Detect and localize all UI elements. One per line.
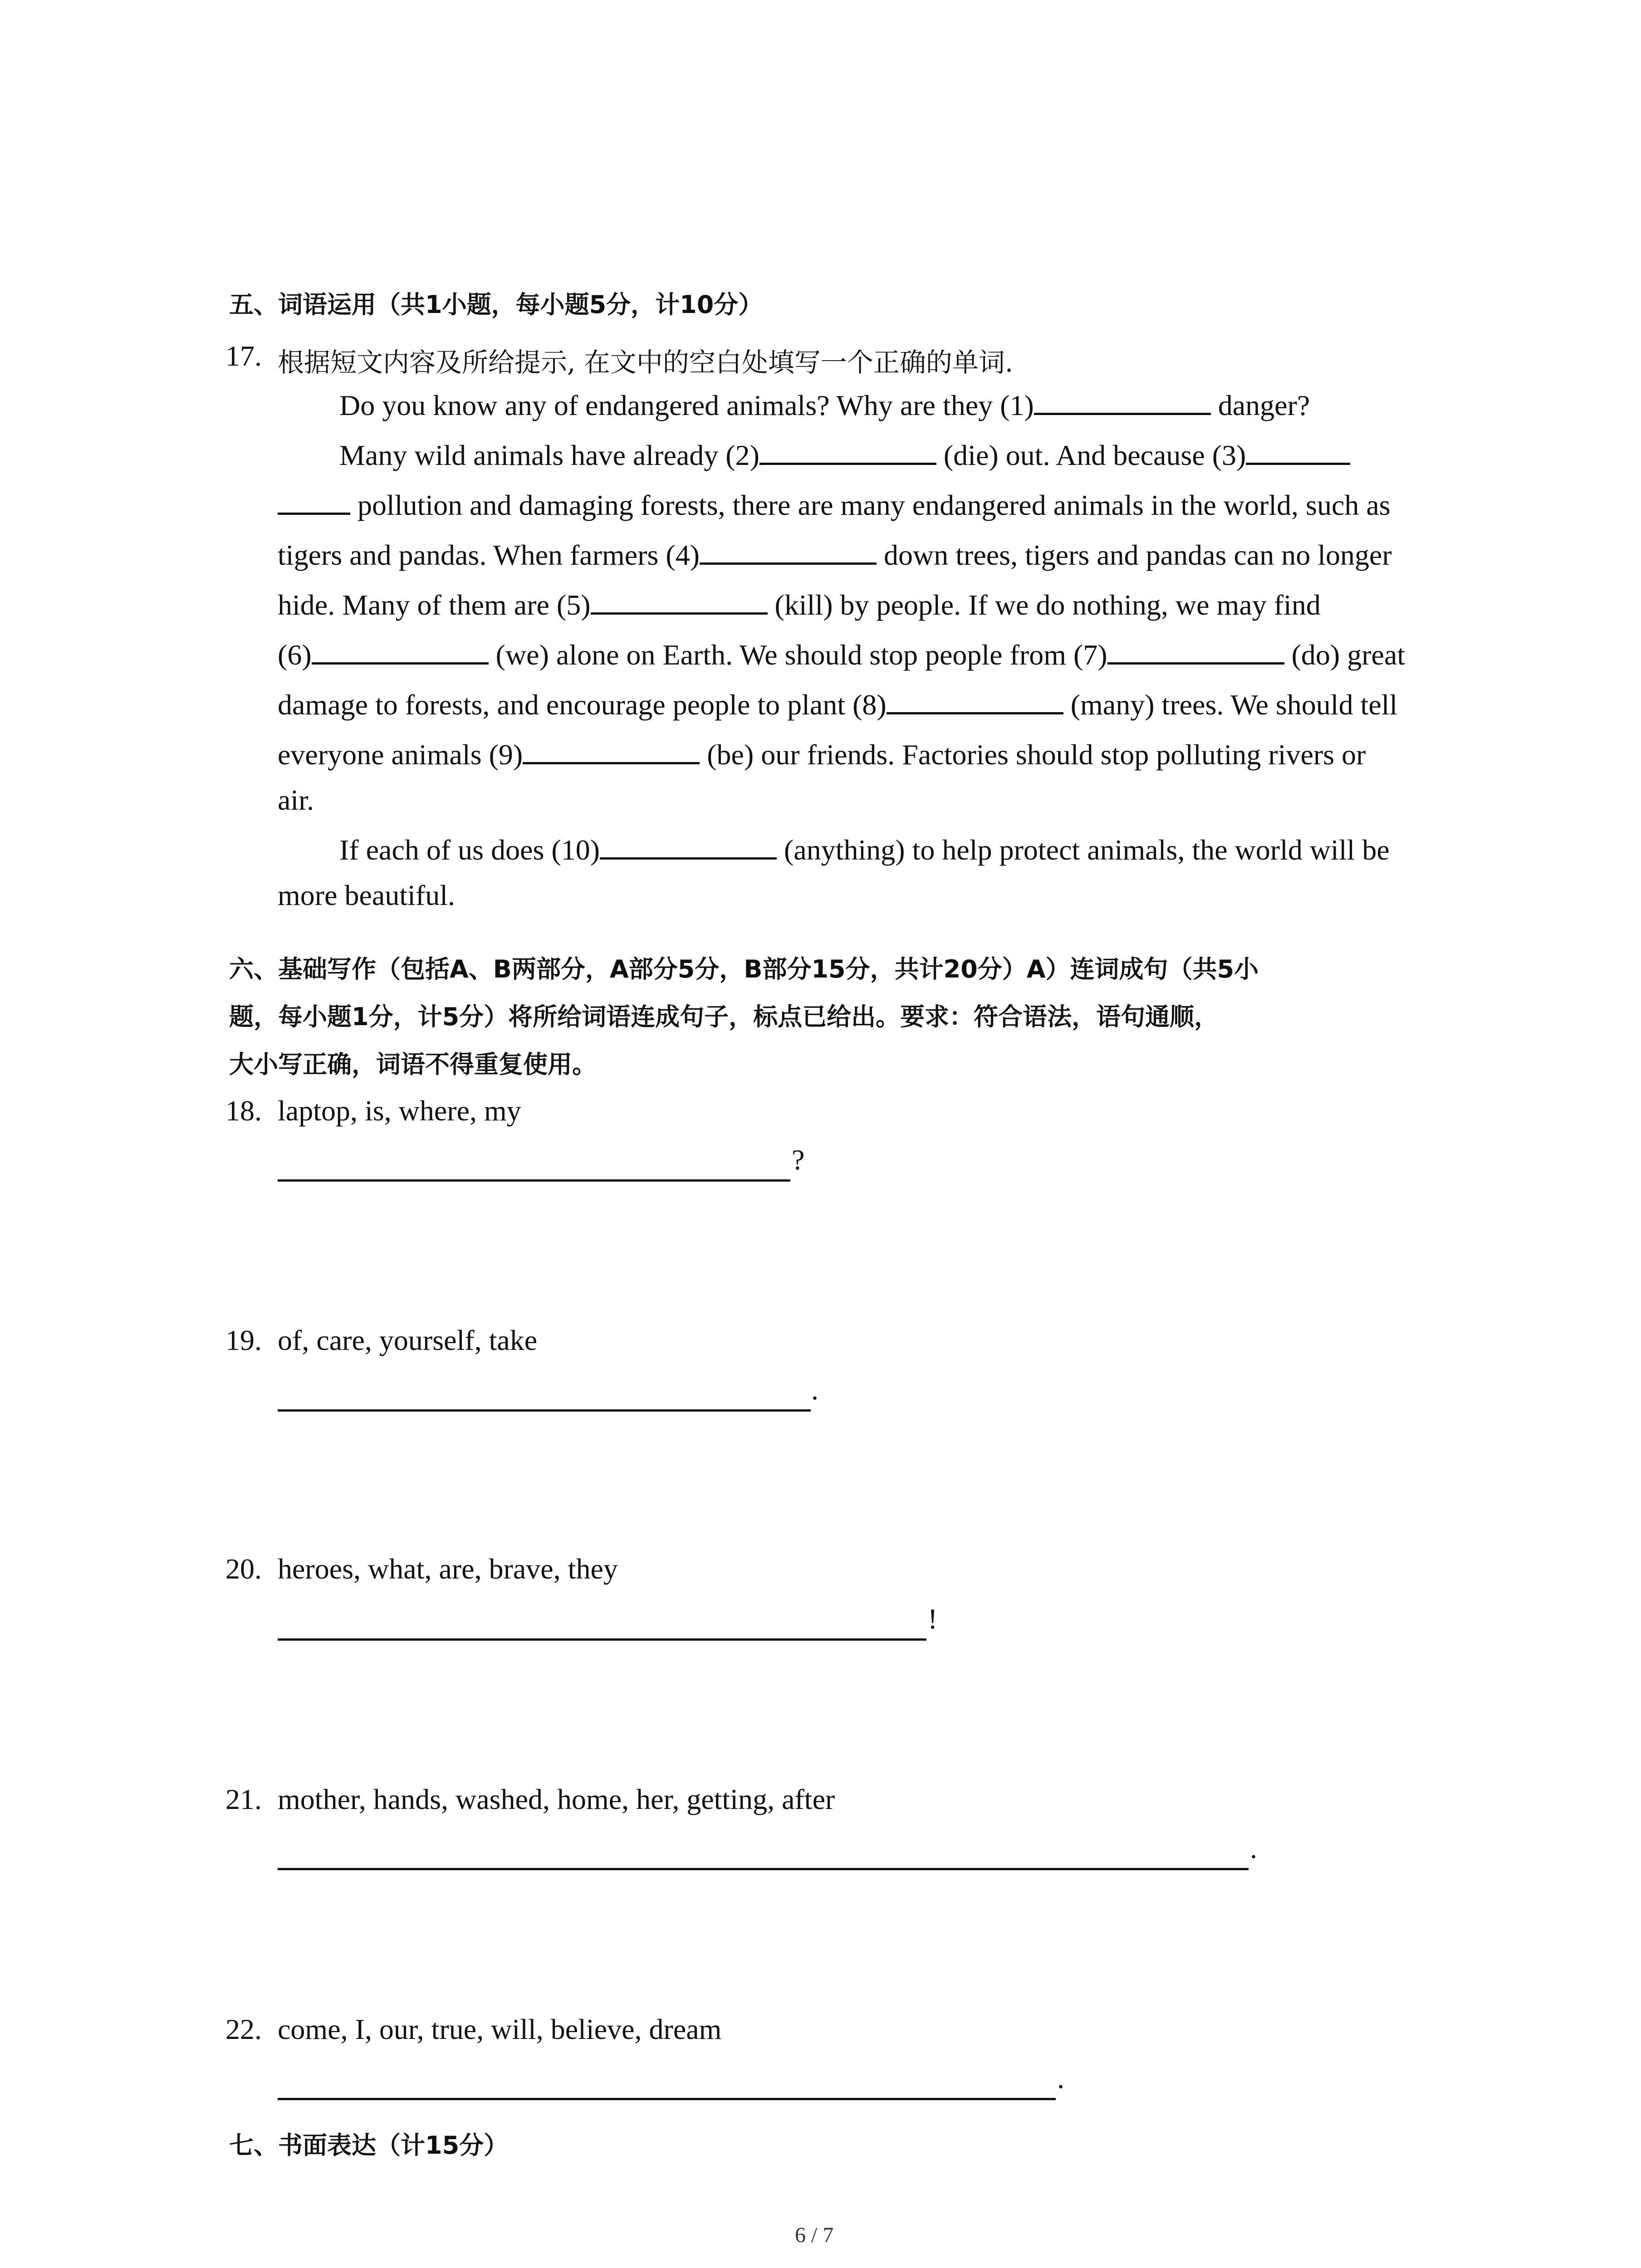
q22-punct: .	[1057, 2062, 1064, 2094]
page-number: 6 / 7	[795, 2223, 834, 2247]
blank-1[interactable]	[1034, 411, 1211, 415]
blank-2[interactable]	[759, 461, 936, 465]
q22-answer-line[interactable]	[278, 2098, 1056, 2100]
section7-heading: 七、书面表达（计15分）	[229, 2131, 509, 2160]
q18-punct: ?	[792, 1144, 805, 1176]
q18-words: laptop, is, where, my	[278, 1095, 521, 1127]
blank-3b[interactable]	[278, 511, 350, 515]
q17-instruction: 根据短文内容及所给提示, 在文中的空白处填写一个正确的单词.	[278, 347, 1014, 378]
q17-number: 17.	[225, 340, 262, 372]
q20-punct: !	[928, 1603, 938, 1635]
blank-7[interactable]	[1107, 660, 1284, 665]
q18-answer-line[interactable]	[278, 1179, 790, 1182]
section6-heading-line1: 六、基础写作（包括A、B两部分，A部分5分，B部分15分，共计20分）A）连词成句（共5小	[229, 955, 1259, 983]
section5-heading: 五、词语运用（共1小题，每小题5分，计10分）	[229, 290, 763, 319]
blank-3a[interactable]	[1246, 461, 1350, 465]
blank-8[interactable]	[887, 710, 1063, 714]
passage-line-3: pollution and damaging forests, there are many endangered animals in the world, such as	[278, 489, 1391, 522]
passage-line-11: more beautiful.	[278, 879, 455, 911]
section6-heading-line3: 大小写正确，词语不得重复使用。	[229, 1050, 597, 1079]
passage-line-1: Do you know any of endangered animals? Why are they (1) danger?	[339, 389, 1310, 421]
q19-punct: .	[811, 1374, 818, 1406]
q21-number: 21.	[225, 1783, 262, 1815]
blank-5[interactable]	[591, 611, 768, 615]
passage-line-8: everyone animals (9) (be) our friends. Factories should stop polluting rivers or	[278, 738, 1366, 771]
q18-number: 18.	[225, 1095, 262, 1127]
passage-line-4: tigers and pandas. When farmers (4) down trees, tigers and pandas can no longer	[278, 539, 1392, 571]
q21-words: mother, hands, washed, home, her, getting, after	[278, 1783, 835, 1815]
q21-punct: .	[1250, 1832, 1257, 1864]
q20-number: 20.	[225, 1553, 262, 1585]
blank-10[interactable]	[600, 855, 777, 860]
passage-line-5: hide. Many of them are (5) (kill) by people. If we do nothing, we may find	[278, 589, 1321, 621]
passage-line-9: air.	[278, 784, 314, 816]
blank-6[interactable]	[312, 660, 489, 665]
blank-9[interactable]	[523, 760, 700, 764]
q20-words: heroes, what, are, brave, they	[278, 1553, 618, 1585]
q19-answer-line[interactable]	[278, 1409, 811, 1412]
q22-number: 22.	[225, 2013, 262, 2045]
q19-number: 19.	[225, 1324, 262, 1356]
q19-words: of, care, yourself, take	[278, 1324, 538, 1356]
q20-answer-line[interactable]	[278, 1638, 926, 1641]
section6-heading-line2: 题，每小题1分，计5分）将所给词语连成句子，标点已给出。要求：符合语法，语句通顺，	[229, 1002, 1219, 1031]
q22-words: come, I, our, true, will, believe, dream	[278, 2013, 722, 2045]
passage-line-6: (6) (we) alone on Earth. We should stop people from (7) (do) great	[278, 639, 1406, 671]
passage-line-10: If each of us does (10) (anything) to help protect animals, the world will be	[339, 834, 1390, 866]
q21-answer-line[interactable]	[278, 1868, 1249, 1870]
passage-line-7: damage to forests, and encourage people to plant (8) (many) trees. We should tell	[278, 689, 1398, 721]
blank-4[interactable]	[700, 561, 877, 565]
passage-line-2: Many wild animals have already (2) (die) out. And because (3)	[339, 439, 1350, 472]
